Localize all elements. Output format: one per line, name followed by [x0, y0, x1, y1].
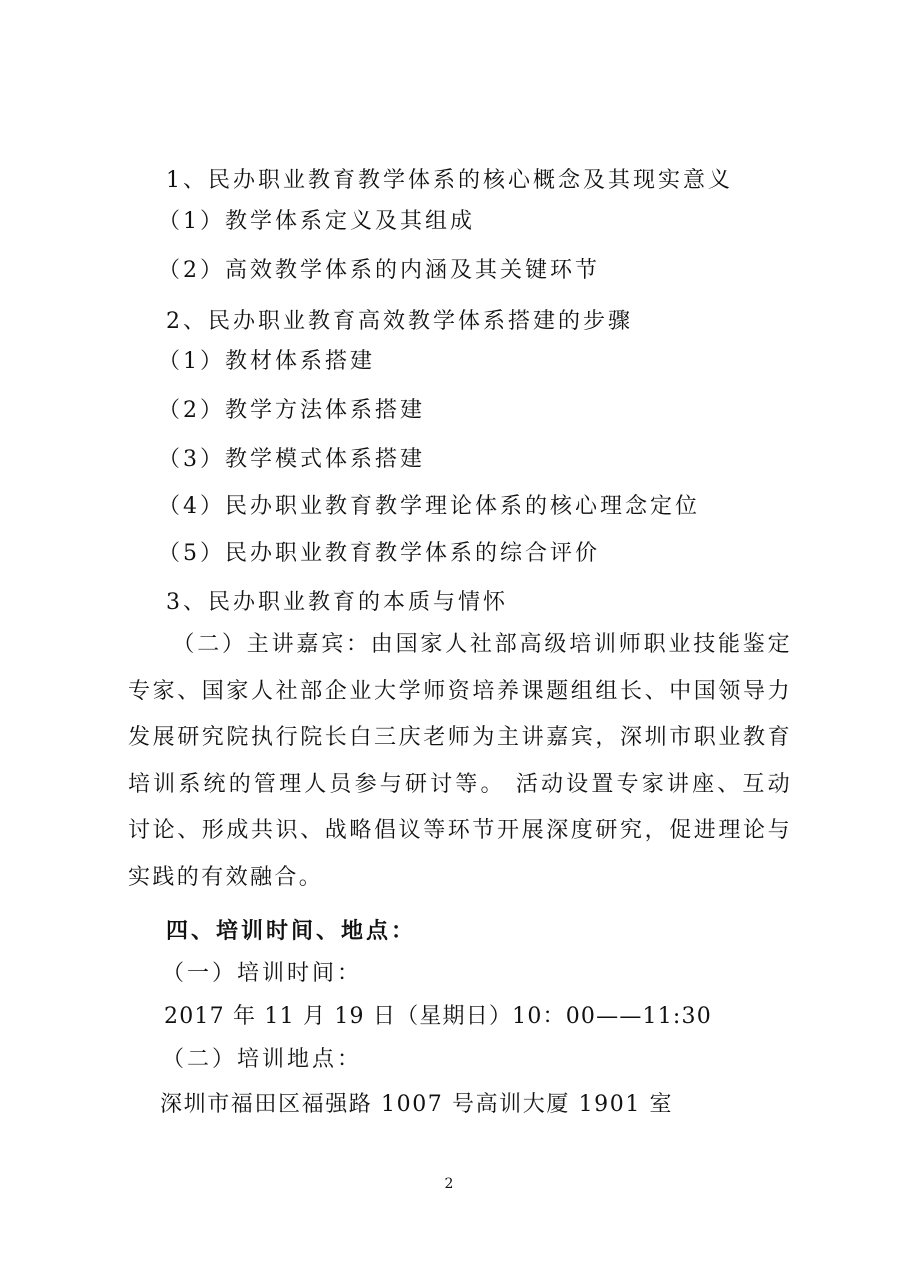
- training-place-value: 深圳市福田区福强路 1007 号高训大厦 1901 室: [160, 1092, 674, 1117]
- outline-item-2-sub-2: （2）教学方法体系搭建: [158, 398, 425, 423]
- outline-item-3-title: 3、民办职业教育的本质与情怀: [166, 590, 508, 615]
- outline-item-1-title: 1、民办职业教育教学体系的核心概念及其现实意义: [166, 168, 733, 193]
- section-4-title: 四、培训时间、地点：: [166, 918, 417, 944]
- outline-item-2-sub-1: （1）教材体系搭建: [158, 349, 375, 374]
- speaker-paragraph: [128, 622, 792, 902]
- outline-item-2-sub-5: （5）民办职业教育教学体系的综合评价: [158, 541, 600, 566]
- training-time-label: （一）培训时间：: [162, 961, 363, 986]
- outline-item-2-sub-4: （4）民办职业教育教学理论体系的核心理念定位: [158, 494, 700, 519]
- page-number: 2: [444, 1176, 454, 1192]
- outline-item-1-sub-1: （1）教学体系定义及其组成: [158, 209, 475, 234]
- outline-item-2-sub-3: （3）教学模式体系搭建: [158, 447, 425, 472]
- training-place-label: （二）培训地点：: [162, 1047, 363, 1072]
- speaker-paragraph-text: （二）主讲嘉宾：由国家人社部高级培训师职业技能鉴定专家、国家人社部企业大学师资培养课题组组长、中国领导力发展研究院执行院长白三庆老师为主讲嘉宾，深圳市职业教育培训系统的管理人员参与研讨等。 活动设置专家讲座、互动讨论、形成共识、战略倡议等环节开展深度研究，促进理论与实践的有效融合。: [128, 632, 792, 890]
- training-time-value: 2017 年 11 月 19 日（星期日）10：00——11:30: [164, 1004, 712, 1029]
- outline-item-1-sub-2: （2）高效教学体系的内涵及其关键环节: [158, 258, 600, 283]
- outline-item-2-title: 2、民办职业教育高效教学体系搭建的步骤: [166, 309, 633, 334]
